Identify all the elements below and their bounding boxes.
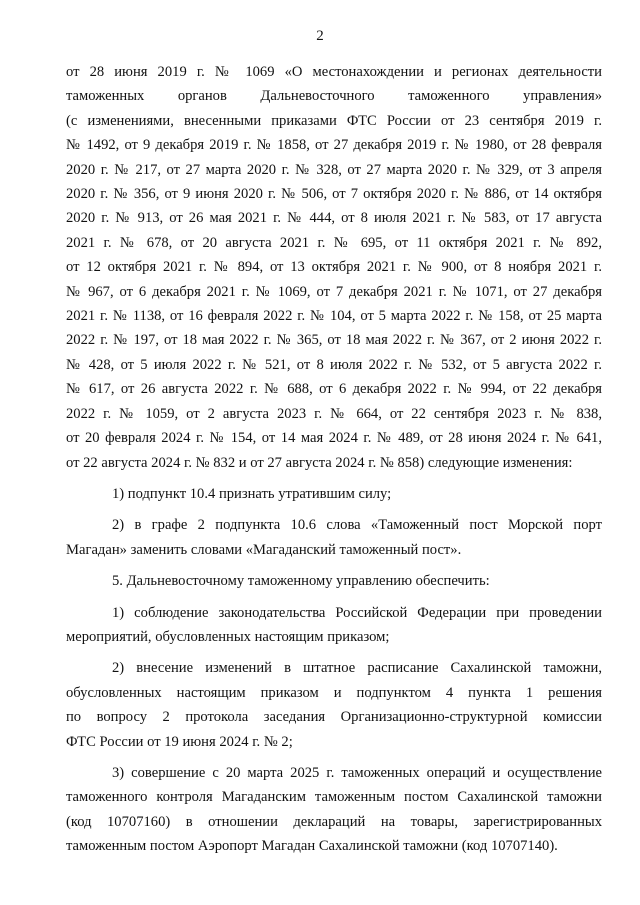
text-line: № 967, от 6 декабря 2021 г. № 1069, от 7 декабря 2021 г. № 1071, от 27 декабря <box>66 283 602 300</box>
text-line: 2020 г. № 913, от 26 мая 2021 г. № 444, от 8 июля 2021 г. № 583, от 17 августа <box>66 210 602 227</box>
paragraph-gap <box>66 649 602 656</box>
text-line: обусловленных настоящим приказом и подпунктом 4 пункта 1 решения <box>66 684 602 701</box>
text-line: 3) совершение с 20 марта 2025 г. таможенных операций и осуществление <box>112 764 602 781</box>
text-line: от 28 июня 2019 г. № 1069 «О местонахождении и регионах деятельности <box>66 64 602 80</box>
text-line: 2020 г. № 217, от 27 марта 2020 г. № 328, от 27 марта 2020 г. № 329, от 3 апреля <box>66 161 602 178</box>
text-line: № 1492, от 9 декабря 2019 г. № 1858, от 27 декабря 2019 г. № 1980, от 28 февраля <box>66 137 602 154</box>
text-line: мероприятий, обусловленных настоящим приказом; <box>66 628 390 645</box>
text-line: 2) внесение изменений в штатное расписание Сахалинской таможни, <box>112 660 602 677</box>
text-line: от 20 февраля 2024 г. № 154, от 14 мая 2024 г. № 489, от 28 июня 2024 г. № 641, <box>66 430 602 447</box>
text-line: (код 10707160) в отношении деклараций на товары, зарегистрированных <box>66 813 602 830</box>
paragraph-gap <box>66 562 602 569</box>
paragraph-gap <box>66 594 602 601</box>
text-line: таможенным постом Аэропорт Магадан Сахалинской таможни (код 10707140). <box>66 838 558 855</box>
paragraph-gap <box>66 506 602 513</box>
text-line: таможенного контроля Магаданским таможенным постом Сахалинской таможни <box>66 789 602 806</box>
paragraph-p3 <box>66 513 602 562</box>
text-line: таможенных органов Дальневосточного таможенного управления» <box>66 88 602 105</box>
paragraph-p4 <box>66 569 602 593</box>
text-line: ФТС России от 19 июня 2024 г. № 2; <box>66 733 293 750</box>
paragraph-p7 <box>66 761 602 859</box>
paragraph-p1 <box>66 60 602 475</box>
paragraph-gap <box>66 475 602 482</box>
text-line: 5. Дальневосточному таможенному управлению обеспечить: <box>112 573 490 590</box>
text-line: по вопросу 2 протокола заседания Организационно-структурной комиссии <box>66 709 602 726</box>
text-line: 2021 г. № 678, от 20 августа 2021 г. № 695, от 11 октября 2021 г. № 892, <box>66 234 602 251</box>
paragraph-p2 <box>66 482 602 506</box>
text-line: от 12 октября 2021 г. № 894, от 13 октября 2021 г. № 900, от 8 ноября 2021 г. <box>66 259 602 276</box>
text-line: 2022 г. № 1059, от 2 августа 2023 г. № 664, от 22 сентября 2023 г. № 838, <box>66 405 602 422</box>
text-line: 2021 г. № 1138, от 16 февраля 2022 г. № 104, от 5 марта 2022 г. № 158, от 25 марта <box>66 308 602 325</box>
text-line: Магадан» заменить словами «Магаданский таможенный пост». <box>66 541 462 558</box>
text-line: 1) соблюдение законодательства Российской Федерации при проведении <box>112 604 602 621</box>
text-line: 2022 г. № 197, от 18 мая 2022 г. № 365, от 18 мая 2022 г. № 367, от 2 июня 2022 г. <box>66 332 602 349</box>
document-body <box>66 60 602 859</box>
paragraph-gap <box>66 754 602 761</box>
text-line: 2) в графе 2 подпункта 10.6 слова «Таможенный пост Морской порт <box>112 517 602 534</box>
text-line: (с изменениями, внесенными приказами ФТС России от 23 сентября 2019 г. <box>66 112 602 129</box>
text-line: № 617, от 26 августа 2022 г. № 688, от 6 декабря 2022 г. № 994, от 22 декабря <box>66 381 602 398</box>
paragraph-p6 <box>66 656 602 754</box>
page-number: 2 <box>316 28 324 44</box>
text-line: 2020 г. № 356, от 9 июня 2020 г. № 506, от 7 октября 2020 г. № 886, от 14 октября <box>66 186 602 203</box>
text-line: № 428, от 5 июля 2022 г. № 521, от 8 июля 2022 г. № 532, от 5 августа 2022 г. <box>66 356 602 373</box>
text-line: 1) подпункт 10.4 признать утратившим силу; <box>112 485 392 502</box>
paragraph-p5 <box>66 601 602 650</box>
text-line: от 22 августа 2024 г. № 832 и от 27 августа 2024 г. № 858) следующие изменения: <box>66 454 573 471</box>
